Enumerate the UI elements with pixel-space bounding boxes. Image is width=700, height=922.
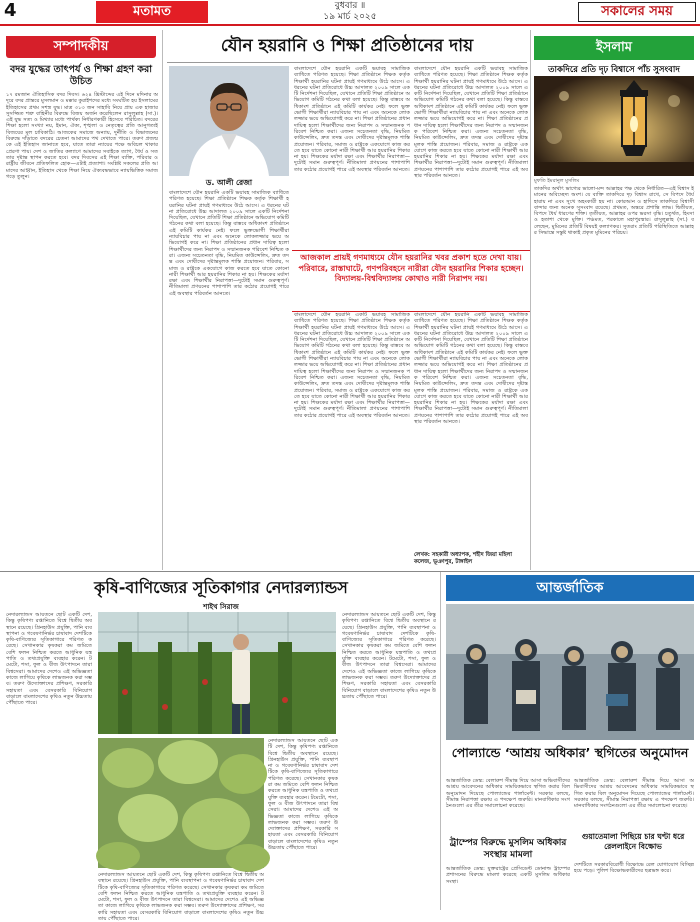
editorial-body: ১৭ রমজান ঐতিহাসিক বদর দিবস। ৬২৪ খ্রিস্টাব্দের এই দিনে মদিনার অদূরে বদর প্রান্তরে মুসলমান ও মক্কার কুরাইশদের মধ্যে সংঘটিত হয় ইসলামের ইতিহাসের প্রথম সশস্ত্র যুদ্ধ। মাত্র ৩১৩ জন সাহাবি নিয়ে প্রায় এক হাজার সুসজ্জিত শত্রু বাহিনীর বিরুদ্ধে বিজয় অর্জন করেছিলেন রাসুলুল্লাহ (সা.)। এই যুদ্ধ সত্য ও মিথ্যার মধ্যে পার্থক্য নির্ধারণকারী হিসেবে পরিচিত। বদরের শিক্ষা হলো সংখ্যা নয়, ইমান, ঐক্য, শৃঙ্খলা ও নেতৃত্বের প্রতি আনুগত্যই বিজয়ের মূল চাবিকাঠি। আজকের সমাজে অন্যায়, দুর্নীতি ও বিভাজনের বিরুদ্ধে দাঁড়াতে বদরের চেতনা আমাদের পথ দেখাতে পারে। তরুণ প্রজন্মকে এই ইতিহাস জানাতে হবে, যাতে তারা ন্যায়ের পক্ষে অবিচল থাকার প্রেরণা পায়। দেশ ও জাতির কল্যাণে আমাদের সবাইকে ত্যাগ, ধৈর্য ও সততার দৃষ্টান্ত স্থাপন করতে হবে। বদর দিবসের এই শিক্ষা ব্যক্তি, পরিবার ও রাষ্ট্রীয় জীবনে প্রতিফলিত হোক—এটাই প্রত্যাশা। সংশ্লিষ্ট সকলের প্রতি আমাদের আহ্বান, ইতিহাস থেকে শিক্ষা নিয়ে ঐক্যবদ্ধভাবে ন্যায়ভিত্তিক সমাজ গড়ে তুলুন। xyxy=(6,92,158,180)
agriculture-author: শাইখ সিরাজ xyxy=(203,603,239,611)
main-article-title: যৌন হয়রানি ও শিক্ষা প্রতিষ্ঠানের দায় xyxy=(167,31,527,63)
international-heading: আন্তর্জাতিক xyxy=(446,575,694,601)
islam-subtitle: তাকদিরে প্রতি দৃঢ় বিশ্বাসে পাঁচ সুসংবাদ xyxy=(548,65,680,75)
greenhouse-image xyxy=(98,612,336,734)
international-body: আন্তর্জাতিক ডেস্ক: বেলারুশ সীমান্ত দিয়ে আসা অভিবাসীদের আশ্রয় আবেদনের অধিকার সাময়িকভাবে স্থগিত করার বিল অনুমোদন দিয়েছে পোল্যান্ডের পার্লামেন্ট। সরকার বলছে, সীমান্ত নিরাপত্তা রক্ষায় এ পদক্ষেপ জরুরি। মানবাধিকার সংগঠনগুলো এর তীব্র সমালোচনা করেছে। xyxy=(446,778,570,810)
editorial-heading: সম্পাদকীয় xyxy=(6,36,156,58)
side-news-title: গুয়াতেমালা পিছিয়ে চার ঘণ্টা ধরে রেললাইনে বিক্ষোভ xyxy=(581,832,685,851)
leafy-plants-icon xyxy=(98,738,264,868)
agriculture-column: নেদারল্যান্ডস আয়তনে ছোট একটি দেশ, কিন্তু কৃষিপণ্য রপ্তানিতে বিশ্বে দ্বিতীয় অবস্থানে রয়েছে। গ্রিনহাউস প্রযুক্তি, পানি ব্যবস্থাপনা ও গবেষণানির্ভর চাষাবাদ দেশটিকে কৃষি-বাণিজ্যের সূতিকাগারে পরিণত করেছে। সেখানকার কৃষকরা কম জমিতে বেশি ফলন নিশ্চিত করতে আধুনিক যন্ত্রপাতি ও তথ্যপ্রযুক্তি ব্যবহার করেন। টমেটো, শসা, ফুল ও বীজ উৎপাদনে তারা বিশ্বসেরা। আমাদের দেশেও এই অভিজ্ঞতা কাজে লাগিয়ে কৃষিকে লাভজনক করা সম্ভব। তরুণ উদ্যোক্তাদের প্রশিক্ষণ, সরকারি সহায়তা এবং বেসরকারি বিনিয়োগ বাড়ালে বাংলাদেশের কৃষিও নতুন উচ্চতায় পৌঁছাতে পারে। xyxy=(6,612,92,707)
article-column: বাংলাদেশে যৌন হয়রানি একটি ভয়াবহ সামাজিক ব্যাধিতে পরিণত হয়েছে। শিক্ষা প্রতিষ্ঠানে শিক্ষক কর্তৃক শিক্ষার্থী হয়রানির ঘটনা প্রায়ই গণমাধ্যমে উঠে আসে। এ ধরনের ঘটনা প্রতিরোধে উচ্চ আদালত ২০০৯ সালে একটি নির্দেশনা দিয়েছিল, যেখানে প্রতিটি শিক্ষা প্রতিষ্ঠানে অভিযোগ কমিটি গঠনের কথা বলা হয়েছে। কিন্তু বাস্তবে অধিকাংশ প্রতিষ্ঠানে এই কমিটি কার্যকর নেই। ফলে ভুক্তভোগী শিক্ষার্থীরা ন্যায়বিচার পায় না এবং অনেকে লোকলজ্জার ভয়ে অভিযোগই করে না। শিক্ষা প্রতিষ্ঠানের প্রধান দায়িত্ব হলো শিক্ষার্থীদের জন্য নিরাপদ ও সম্মানজনক পরিবেশ নিশ্চিত করা। এজন্য সচেতনতা বৃদ্ধি, নিয়মিত কাউন্সেলিং, দ্রুত তদন্ত এবং দোষীদের দৃষ্টান্তমূলক শাস্তি প্রয়োজন। পরিবার, সমাজ ও রাষ্ট্রকে একযোগে কাজ করতে হবে যাতে কোনো নারী শিক্ষার্থী আর হয়রানির শিকার না হয়। শিক্ষকের মর্যাদা রক্ষা এবং শিক্ষার্থীর নিরাপত্তা—দুটোই সমান গুরুত্বপূর্ণ। নীতিমালা প্রণয়নের পাশাপাশি তার কঠোর প্রয়োগই পারে এই অবস্থার পরিবর্তন আনতে। xyxy=(414,66,528,180)
brand-logo: সকালের সময় xyxy=(578,2,696,22)
section-tag: মতামত xyxy=(96,1,208,23)
page-number: 4 xyxy=(4,0,17,21)
date-block xyxy=(280,1,420,23)
day-label: বুধবার ॥ xyxy=(334,1,366,11)
article-column: বাংলাদেশে যৌন হয়রানি একটি ভয়াবহ সামাজিক ব্যাধিতে পরিণত হয়েছে। শিক্ষা প্রতিষ্ঠানে শিক্ষক কর্তৃক শিক্ষার্থী হয়রানির ঘটনা প্রায়ই গণমাধ্যমে উঠে আসে। এ ধরনের ঘটনা প্রতিরোধে উচ্চ আদালত ২০০৯ সালে একটি নির্দেশনা দিয়েছিল, যেখানে প্রতিটি শিক্ষা প্রতিষ্ঠানে অভিযোগ কমিটি গঠনের কথা বলা হয়েছে। কিন্তু বাস্তবে অধিকাংশ প্রতিষ্ঠানে এই কমিটি কার্যকর নেই। ফলে ভুক্তভোগী শিক্ষার্থীরা ন্যায়বিচার পায় না এবং অনেকে লোকলজ্জার ভয়ে অভিযোগই করে না। শিক্ষা প্রতিষ্ঠানের প্রধান দায়িত্ব হলো শিক্ষার্থীদের জন্য নিরাপদ ও সম্মানজনক পরিবেশ নিশ্চিত করা। এজন্য সচেতনতা বৃদ্ধি, নিয়মিত কাউন্সেলিং, দ্রুত তদন্ত এবং দোষীদের দৃষ্টান্তমূলক শাস্তি প্রয়োজন। পরিবার, সমাজ ও রাষ্ট্রকে একযোগে কাজ করতে হবে যাতে কোনো নারী শিক্ষার্থী আর হয়রানির শিকার না হয়। শিক্ষকের মর্যাদা রক্ষা এবং শিক্ষার্থীর নিরাপত্তা—দুটোই সমান গুরুত্বপূর্ণ। নীতিমালা প্রণয়নের পাশাপাশি তার কঠোর প্রয়োগই পারে এই অবস্থার পরিবর্তন আনতে। xyxy=(169,190,289,297)
greenhouse-icon xyxy=(98,612,336,734)
date-label: ১৯ মার্চ ২০২৫ xyxy=(323,12,377,22)
trump-news-body: আন্তর্জাতিক ডেস্ক: যুক্তরাষ্ট্রের প্রেসিডেন্ট ডোনাল্ড ট্রাম্পের প্রশাসনের বিরুদ্ধে মামলা করেছে একটি মুসলিম অধিকার সংস্থা। xyxy=(446,866,570,885)
islam-caption: মুফতি ইমরানুল মুসলিম xyxy=(534,178,580,184)
author-portrait-icon xyxy=(169,66,289,176)
agriculture-column: নেদারল্যান্ডস আয়তনে ছোট একটি দেশ, কিন্তু কৃষিপণ্য রপ্তানিতে বিশ্বে দ্বিতীয় অবস্থানে রয়েছে। গ্রিনহাউস প্রযুক্তি, পানি ব্যবস্থাপনা ও গবেষণানির্ভর চাষাবাদ দেশটিকে কৃষি-বাণিজ্যের সূতিকাগারে পরিণত করেছে। সেখানকার কৃষকরা কম জমিতে বেশি ফলন নিশ্চিত করতে আধুনিক যন্ত্রপাতি ও তথ্যপ্রযুক্তি ব্যবহার করেন। টমেটো, শসা, ফুল ও বীজ উৎপাদনে তারা বিশ্বসেরা। আমাদের দেশেও এই অভিজ্ঞতা কাজে লাগিয়ে কৃষিকে লাভজনক করা সম্ভব। তরুণ উদ্যোক্তাদের প্রশিক্ষণ, সরকারি সহায়তা এবং বেসরকারি বিনিয়োগ বাড়ালে বাংলাদেশের কৃষিও নতুন উচ্চতায় পৌঁছাতে পারে। xyxy=(268,738,338,852)
agriculture-title: কৃষি-বাণিজ্যের সূতিকাগার নেদারল্যান্ডস xyxy=(94,578,348,597)
lantern-icon xyxy=(534,76,694,176)
article-column: বাংলাদেশে যৌন হয়রানি একটি ভয়াবহ সামাজিক ব্যাধিতে পরিণত হয়েছে। শিক্ষা প্রতিষ্ঠানে শিক্ষক কর্তৃক শিক্ষার্থী হয়রানির ঘটনা প্রায়ই গণমাধ্যমে উঠে আসে। এ ধরনের ঘটনা প্রতিরোধে উচ্চ আদালত ২০০৯ সালে একটি নির্দেশনা দিয়েছিল, যেখানে প্রতিটি শিক্ষা প্রতিষ্ঠানে অভিযোগ কমিটি গঠনের কথা বলা হয়েছে। কিন্তু বাস্তবে অধিকাংশ প্রতিষ্ঠানে এই কমিটি কার্যকর নেই। ফলে ভুক্তভোগী শিক্ষার্থীরা ন্যায়বিচার পায় না এবং অনেকে লোকলজ্জার ভয়ে অভিযোগই করে না। শিক্ষা প্রতিষ্ঠানের প্রধান দায়িত্ব হলো শিক্ষার্থীদের জন্য নিরাপদ ও সম্মানজনক পরিবেশ নিশ্চিত করা। এজন্য সচেতনতা বৃদ্ধি, নিয়মিত কাউন্সেলিং, দ্রুত তদন্ত এবং দোষীদের দৃষ্টান্তমূলক শাস্তি প্রয়োজন। পরিবার, সমাজ ও রাষ্ট্রকে একযোগে কাজ করতে হবে যাতে কোনো নারী শিক্ষার্থী আর হয়রানির শিকার না হয়। শিক্ষকের মর্যাদা রক্ষা এবং শিক্ষার্থীর নিরাপত্তা—দুটোই সমান গুরুত্বপূর্ণ। নীতিমালা প্রণয়নের পাশাপাশি তার কঠোর প্রয়োগই পারে এই অবস্থার পরিবর্তন আনতে। xyxy=(294,312,410,419)
international-body: আন্তর্জাতিক ডেস্ক: বেলারুশ সীমান্ত দিয়ে আসা অভিবাসীদের আশ্রয় আবেদনের অধিকার সাময়িকভাবে স্থগিত করার বিল অনুমোদন দিয়েছে পোল্যান্ডের পার্লামেন্ট। সরকার বলছে, সীমান্ত নিরাপত্তা রক্ষায় এ পদক্ষেপ জরুরি। মানবাধিকার সংগঠনগুলো এর তীব্র সমালোচনা করেছে। xyxy=(574,778,694,810)
side-news-body: দেশটিতে সরকারবিরোধী বিক্ষোভে রেল যোগাযোগ বিচ্ছিন্ন হয়ে পড়ে। পুলিশ বিক্ষোভকারীদের ছত্রভঙ্গ করে। xyxy=(574,862,694,875)
agriculture-column: নেদারল্যান্ডস আয়তনে ছোট একটি দেশ, কিন্তু কৃষিপণ্য রপ্তানিতে বিশ্বে দ্বিতীয় অবস্থানে রয়েছে। গ্রিনহাউস প্রযুক্তি, পানি ব্যবস্থাপনা ও গবেষণানির্ভর চাষাবাদ দেশটিকে কৃষি-বাণিজ্যের সূতিকাগারে পরিণত করেছে। সেখানকার কৃষকরা কম জমিতে বেশি ফলন নিশ্চিত করতে আধুনিক যন্ত্রপাতি ও তথ্যপ্রযুক্তি ব্যবহার করেন। টমেটো, শসা, ফুল ও বীজ উৎপাদনে তারা বিশ্বসেরা। আমাদের দেশেও এই অভিজ্ঞতা কাজে লাগিয়ে কৃষিকে লাভজনক করা সম্ভব। তরুণ উদ্যোক্তাদের প্রশিক্ষণ, সরকারি সহায়তা এবং বেসরকারি বিনিয়োগ বাড়ালে বাংলাদেশের কৃষিও নতুন উচ্চতায় পৌঁছাতে পারে। xyxy=(98,872,264,922)
vegetable-image xyxy=(98,738,264,868)
pull-quote: আজকাল প্রায়ই গণমাধ্যমে যৌন হয়রানির খবর প্রকাশ হতে দেখা যায়। পরিবারে, রাস্তাঘাটে, গণপরিবহনে নারীরা যৌন হয়রানির শিকার হচ্ছেন। বিদ্যালয়-বিশ্ববিদ্যালয় কোথাও নারী নিরাপদ নয়। xyxy=(292,250,530,312)
trump-news-title: ট্রাম্পের বিরুদ্ধে মুসলিম অধিকার সংস্থার মামলা xyxy=(449,838,567,860)
lantern-image xyxy=(534,76,694,176)
islam-heading: ইসলাম xyxy=(534,36,694,60)
migrants-photo xyxy=(446,604,694,740)
agriculture-column: নেদারল্যান্ডস আয়তনে ছোট একটি দেশ, কিন্তু কৃষিপণ্য রপ্তানিতে বিশ্বে দ্বিতীয় অবস্থানে রয়েছে। গ্রিনহাউস প্রযুক্তি, পানি ব্যবস্থাপনা ও গবেষণানির্ভর চাষাবাদ দেশটিকে কৃষি-বাণিজ্যের সূতিকাগারে পরিণত করেছে। সেখানকার কৃষকরা কম জমিতে বেশি ফলন নিশ্চিত করতে আধুনিক যন্ত্রপাতি ও তথ্যপ্রযুক্তি ব্যবহার করেন। টমেটো, শসা, ফুল ও বীজ উৎপাদনে তারা বিশ্বসেরা। আমাদের দেশেও এই অভিজ্ঞতা কাজে লাগিয়ে কৃষিকে লাভজনক করা সম্ভব। তরুণ উদ্যোক্তাদের প্রশিক্ষণ, সরকারি সহায়তা এবং বেসরকারি বিনিয়োগ বাড়ালে বাংলাদেশের কৃষিও নতুন উচ্চতায় পৌঁছাতে পারে। xyxy=(342,612,436,700)
article-column: বাংলাদেশে যৌন হয়রানি একটি ভয়াবহ সামাজিক ব্যাধিতে পরিণত হয়েছে। শিক্ষা প্রতিষ্ঠানে শিক্ষক কর্তৃক শিক্ষার্থী হয়রানির ঘটনা প্রায়ই গণমাধ্যমে উঠে আসে। এ ধরনের ঘটনা প্রতিরোধে উচ্চ আদালত ২০০৯ সালে একটি নির্দেশনা দিয়েছিল, যেখানে প্রতিটি শিক্ষা প্রতিষ্ঠানে অভিযোগ কমিটি গঠনের কথা বলা হয়েছে। কিন্তু বাস্তবে অধিকাংশ প্রতিষ্ঠানে এই কমিটি কার্যকর নেই। ফলে ভুক্তভোগী শিক্ষার্থীরা ন্যায়বিচার পায় না এবং অনেকে লোকলজ্জার ভয়ে অভিযোগই করে না। শিক্ষা প্রতিষ্ঠানের প্রধান দায়িত্ব হলো শিক্ষার্থীদের জন্য নিরাপদ ও সম্মানজনক পরিবেশ নিশ্চিত করা। এজন্য সচেতনতা বৃদ্ধি, নিয়মিত কাউন্সেলিং, দ্রুত তদন্ত এবং দোষীদের দৃষ্টান্তমূলক শাস্তি প্রয়োজন। পরিবার, সমাজ ও রাষ্ট্রকে একযোগে কাজ করতে হবে যাতে কোনো নারী শিক্ষার্থী আর হয়রানির শিকার না হয়। শিক্ষকের মর্যাদা রক্ষা এবং শিক্ষার্থীর নিরাপত্তা—দুটোই সমান গুরুত্বপূর্ণ। নীতিমালা প্রণয়নের পাশাপাশি তার কঠোর প্রয়োগই পারে এই অবস্থার পরিবর্তন আনতে। xyxy=(294,66,410,173)
article-byline: লেখক: সহকারী অধ্যাপক, শহীদ জিয়া মহিলা কলেজ, ভূঞাপুর, টাঙ্গাইল xyxy=(414,552,512,565)
islam-body: তাকদির অর্থাৎ ভাগ্যের ভালো-মন্দ আল্লাহর পক্ষ থেকে নির্ধারিত—এই বিশ্বাস ইমানের অবিচ্ছেদ্য অংশ। যে ব্যক্তি তাকদিরে দৃঢ় বিশ্বাস রাখে, সে বিপদে ধৈর্য হারায় না এবং সুখে অহংকারী হয় না। কোরআন ও হাদিসে তাকদিরে বিশ্বাসী বান্দার জন্য অনেক সুসংবাদ রয়েছে। প্রথমত, অন্তরে প্রশান্তি লাভ। দ্বিতীয়ত, বিপদে ধৈর্য ধারণের শক্তি। তৃতীয়ত, আল্লাহর ওপর ভরসা বৃদ্ধি। চতুর্থত, হিংসা ও হতাশা থেকে মুক্তি। পঞ্চমত, পরকালে মহাপুরস্কার। রাসুলুল্লাহ (সা.) বলেছেন, মুমিনের প্রতিটি বিষয়ই কল্যাণকর। সুতরাং প্রতিটি পরিস্থিতিতে আল্লাহর সিদ্ধান্তে সন্তুষ্ট থাকাই প্রকৃত মুমিনের পরিচয়। xyxy=(534,186,694,237)
masthead xyxy=(0,0,700,26)
article-column: বাংলাদেশে যৌন হয়রানি একটি ভয়াবহ সামাজিক ব্যাধিতে পরিণত হয়েছে। শিক্ষা প্রতিষ্ঠানে শিক্ষক কর্তৃক শিক্ষার্থী হয়রানির ঘটনা প্রায়ই গণমাধ্যমে উঠে আসে। এ ধরনের ঘটনা প্রতিরোধে উচ্চ আদালত ২০০৯ সালে একটি নির্দেশনা দিয়েছিল, যেখানে প্রতিটি শিক্ষা প্রতিষ্ঠানে অভিযোগ কমিটি গঠনের কথা বলা হয়েছে। কিন্তু বাস্তবে অধিকাংশ প্রতিষ্ঠানে এই কমিটি কার্যকর নেই। ফলে ভুক্তভোগী শিক্ষার্থীরা ন্যায়বিচার পায় না এবং অনেকে লোকলজ্জার ভয়ে অভিযোগই করে না। শিক্ষা প্রতিষ্ঠানের প্রধান দায়িত্ব হলো শিক্ষার্থীদের জন্য নিরাপদ ও সম্মানজনক পরিবেশ নিশ্চিত করা। এজন্য সচেতনতা বৃদ্ধি, নিয়মিত কাউন্সেলিং, দ্রুত তদন্ত এবং দোষীদের দৃষ্টান্তমূলক শাস্তি প্রয়োজন। পরিবার, সমাজ ও রাষ্ট্রকে একযোগে কাজ করতে হবে যাতে কোনো নারী শিক্ষার্থী আর হয়রানির শিকার না হয়। শিক্ষকের মর্যাদা রক্ষা এবং শিক্ষার্থীর নিরাপত্তা—দুটোই সমান গুরুত্বপূর্ণ। নীতিমালা প্রণয়নের পাশাপাশি তার কঠোর প্রয়োগই পারে এই অবস্থার পরিবর্তন আনতে। xyxy=(414,312,528,426)
crowd-icon xyxy=(446,604,694,740)
editorial-title: বদর যুদ্ধের তাৎপর্য ও শিক্ষা গ্রহণ করা উচিত xyxy=(10,64,152,87)
international-title: পোল্যান্ডে ‘আশ্রয় অধিকার’ স্থগিতের অনুমোদন xyxy=(451,745,689,760)
author-photo xyxy=(169,66,289,176)
author-name: ড. আলী রেজা xyxy=(205,178,253,187)
